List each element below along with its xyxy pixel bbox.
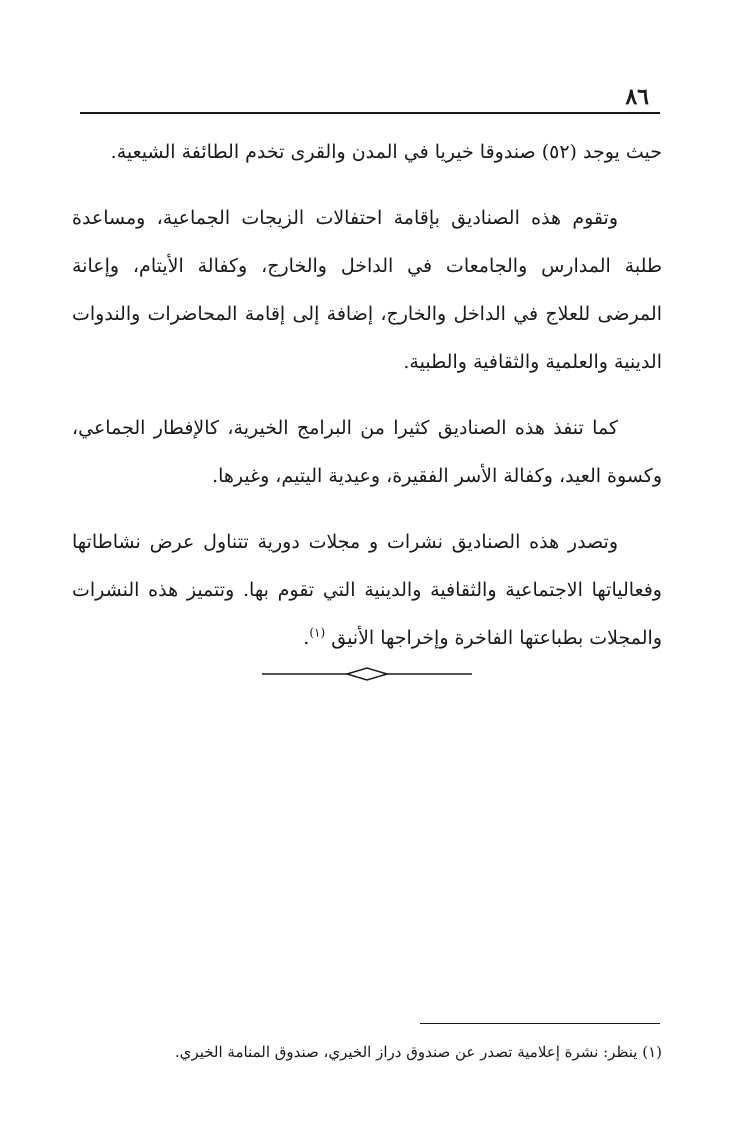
body-text: [72, 128, 662, 680]
paragraph-2: وتقوم هذه الصناديق بإقامة احتفالات الزيجات الجماعية، ومساعدة طلبة المدارس والجامعات في الداخل والخارج، وكفالة الأيتام، وإعانة المرضى للعلاج في الداخل والخارج، إضافة إلى إقامة المحاضرات والندوات الدينية والعلمية والثقافية والطبية.: [72, 207, 662, 373]
footnote-reference: (١): [309, 625, 326, 640]
ornament-diamond: [347, 668, 387, 680]
footnote: (١) ينظر: نشرة إعلامية تصدر عن صندوق دراز الخيري، صندوق المنامة الخيري.: [174, 1043, 662, 1061]
paragraph-1: حيث يوجد (٥٢) صندوقا خيريا في المدن والقرى تخدم الطائفة الشيعية.: [110, 141, 662, 163]
header-rule: [80, 112, 660, 114]
footnote-rule: [420, 1023, 660, 1024]
ornament-divider: [262, 664, 472, 684]
paragraph-4: [72, 518, 662, 662]
page-number: ٨٦: [625, 84, 649, 110]
paragraph-4-text: وتصدر هذه الصناديق نشرات و مجلات دورية تتناول عرض نشاطاتها وفعالياتها الاجتماعية والثقافية والدينية التي تقوم بها. وتتميز هذه النشرات والمجلات بطباعتها الفاخرة وإخراجها الأنيق: [72, 531, 662, 649]
paragraph-3: كما تنفذ هذه الصناديق كثيرا من البرامج الخيرية، كالإفطار الجماعي، وكسوة العيد، وكفالة الأسر الفقيرة، وعيدية اليتيم، وغيرها.: [72, 417, 662, 487]
paragraph-4-end: .: [303, 627, 310, 649]
